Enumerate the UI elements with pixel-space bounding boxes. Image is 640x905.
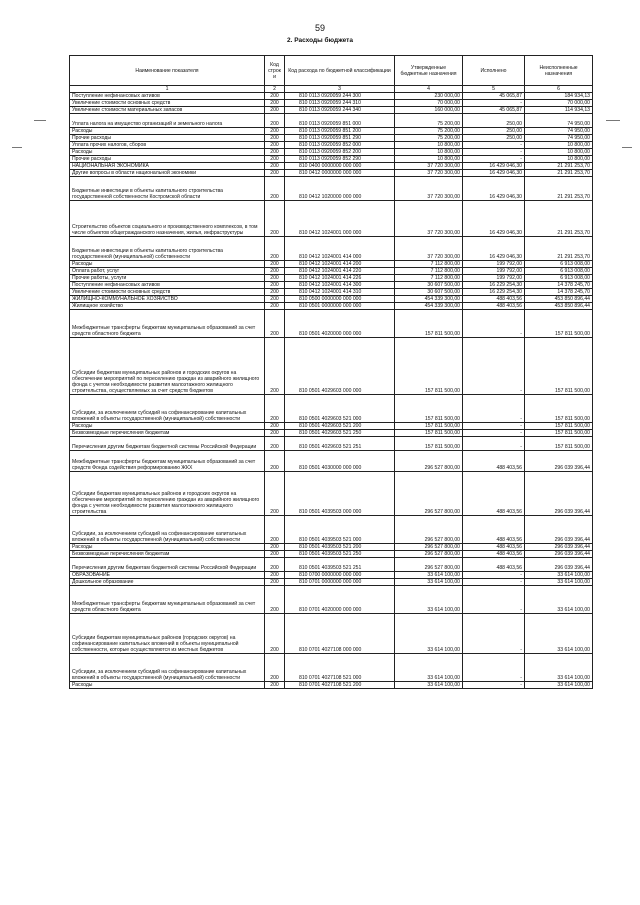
row-name: Субсидии бюджетам муниципальных районов и городских округов на обеспечение мероприятий по переселению граждан из аварийного жилищного фонда с учетом необходимости развития малоэтажного жилищного строительства, осуществляемых за счет средств бюджетов — [70, 338, 265, 395]
table-row — [70, 107, 593, 114]
table-row — [70, 654, 593, 682]
row-line: 200 — [265, 142, 285, 149]
column-number: 3 — [285, 86, 395, 93]
row-approved: 10 800,00 — [395, 149, 463, 156]
row-approved: 37 720 300,00 — [395, 177, 463, 201]
expenses-table — [69, 55, 593, 689]
row-line: 200 — [265, 201, 285, 237]
row-line: 200 — [265, 572, 285, 579]
row-approved: 157 811 500,00 — [395, 395, 463, 423]
row-line: 200 — [265, 268, 285, 275]
row-approved: 37 720 300,00 — [395, 201, 463, 237]
margin-mark — [606, 120, 620, 121]
row-name: Строительство объектов социального и производственного комплексов, в том числе объектов общегражданского назначения, жилья, инфраструктуры — [70, 201, 265, 237]
row-name: Перечисления другим бюджетам бюджетной системы Российской Федерации — [70, 437, 265, 451]
row-name: Увеличение стоимости основных средств — [70, 289, 265, 296]
row-name: Уплата прочих налогов, сборов — [70, 142, 265, 149]
row-approved: 30 607 500,00 — [395, 282, 463, 289]
section-title: 2. Расходы бюджета — [287, 37, 353, 44]
table-row — [70, 100, 593, 107]
row-code: 810 0412 1024001 414 300 — [285, 282, 395, 289]
row-name: Расходы — [70, 423, 265, 430]
row-executed: - — [463, 142, 525, 149]
row-executed: 199 792,00 — [463, 268, 525, 275]
row-line: 200 — [265, 135, 285, 142]
table-row — [70, 149, 593, 156]
row-name: Поступление нефинансовых активов — [70, 93, 265, 100]
margin-mark — [622, 147, 632, 148]
row-name: Перечисления другим бюджетам бюджетной системы Российской Федерации — [70, 558, 265, 572]
row-line: 200 — [265, 338, 285, 395]
row-line: 200 — [265, 310, 285, 338]
row-executed: 199 792,00 — [463, 261, 525, 268]
table-row — [70, 261, 593, 268]
row-unexecuted: 184 934,13 — [525, 93, 593, 100]
row-line: 200 — [265, 163, 285, 170]
row-executed: 16 229 254,30 — [463, 282, 525, 289]
row-name: Межбюджетные трансферты бюджетам муниципальных образований за счет средств областного бюджета — [70, 310, 265, 338]
row-unexecuted: 296 039 396,44 — [525, 551, 593, 558]
row-unexecuted: 157 811 500,00 — [525, 430, 593, 437]
row-line: 200 — [265, 430, 285, 437]
table-row — [70, 472, 593, 516]
row-line: 200 — [265, 654, 285, 682]
header-executed: Исполнено — [463, 56, 525, 86]
table-row — [70, 114, 593, 128]
table-row — [70, 163, 593, 170]
row-approved: 75 200,00 — [395, 114, 463, 128]
row-approved: 7 112 800,00 — [395, 261, 463, 268]
row-approved: 33 614 100,00 — [395, 572, 463, 579]
row-approved: 296 527 800,00 — [395, 472, 463, 516]
row-approved: 75 200,00 — [395, 128, 463, 135]
row-approved: 157 811 500,00 — [395, 423, 463, 430]
row-executed: - — [463, 437, 525, 451]
row-executed: - — [463, 682, 525, 689]
row-code: 810 0501 4029603 521 251 — [285, 437, 395, 451]
margin-mark — [12, 147, 22, 148]
row-executed: 16 429 046,30 — [463, 163, 525, 170]
row-code: 810 0113 0920059 852 000 — [285, 142, 395, 149]
row-line: 200 — [265, 472, 285, 516]
row-unexecuted: 296 039 396,44 — [525, 558, 593, 572]
row-unexecuted: 33 614 100,00 — [525, 614, 593, 654]
table-row — [70, 268, 593, 275]
table-row — [70, 275, 593, 282]
table-row — [70, 614, 593, 654]
row-unexecuted: 157 811 500,00 — [525, 310, 593, 338]
row-line: 200 — [265, 128, 285, 135]
column-number: 1 — [70, 86, 265, 93]
row-code: 810 0501 4029603 521 250 — [285, 430, 395, 437]
row-name: Бюджетные инвестиции в объекты капитального строительства государственной собственности Костромской области — [70, 177, 265, 201]
table-row — [70, 423, 593, 430]
row-name: Прочие работы, услуги — [70, 275, 265, 282]
table-row — [70, 296, 593, 303]
table-row — [70, 395, 593, 423]
row-line: 200 — [265, 586, 285, 614]
table-row — [70, 135, 593, 142]
table-row — [70, 201, 593, 237]
row-executed: 45 065,87 — [463, 93, 525, 100]
row-name: Дошкольное образование — [70, 579, 265, 586]
row-code: 810 0501 0000000 000 000 — [285, 303, 395, 310]
row-code: 810 0412 1024001 414 226 — [285, 275, 395, 282]
row-approved: 296 527 800,00 — [395, 544, 463, 551]
table-row — [70, 572, 593, 579]
row-approved: 454 339 300,00 — [395, 303, 463, 310]
row-approved: 157 811 500,00 — [395, 430, 463, 437]
row-line: 200 — [265, 303, 285, 310]
page-number: 59 — [314, 23, 325, 33]
row-approved: 296 527 800,00 — [395, 558, 463, 572]
table-row — [70, 516, 593, 544]
row-unexecuted: 21 291 253,70 — [525, 237, 593, 261]
row-unexecuted: 114 934,13 — [525, 107, 593, 114]
row-name: Субсидии, за исключением субсидий на софинансирование капитальных вложений в объекты государственной (муниципальной) собственности — [70, 395, 265, 423]
row-line: 200 — [265, 100, 285, 107]
row-code: 810 0701 0000000 000 000 — [285, 579, 395, 586]
row-line: 200 — [265, 395, 285, 423]
row-name: Субсидии, за исключением субсидий на софинансирование капитальных вложений в объекты государственной (муниципальной) собственности — [70, 516, 265, 544]
row-executed: - — [463, 156, 525, 163]
row-unexecuted: 296 039 396,44 — [525, 516, 593, 544]
row-code: 810 0501 4039503 521 251 — [285, 558, 395, 572]
row-name: НАЦИОНАЛЬНАЯ ЭКОНОМИКА — [70, 163, 265, 170]
row-line: 200 — [265, 451, 285, 472]
row-unexecuted: 74 950,00 — [525, 114, 593, 128]
row-approved: 37 720 300,00 — [395, 170, 463, 177]
row-name: ЖИЛИЩНО-КОММУНАЛЬНОЕ ХОЗЯЙСТВО — [70, 296, 265, 303]
row-code: 810 0701 4027108 521 000 — [285, 654, 395, 682]
row-line: 200 — [265, 237, 285, 261]
row-approved: 157 811 500,00 — [395, 338, 463, 395]
row-unexecuted: 21 291 253,70 — [525, 170, 593, 177]
row-executed: - — [463, 395, 525, 423]
row-line: 200 — [265, 93, 285, 100]
table-row — [70, 170, 593, 177]
row-line: 200 — [265, 682, 285, 689]
table-row — [70, 451, 593, 472]
row-line: 200 — [265, 544, 285, 551]
row-unexecuted: 453 850 896,44 — [525, 303, 593, 310]
row-code: 810 0412 0000000 000 000 — [285, 170, 395, 177]
row-code: 810 0701 4020000 000 000 — [285, 586, 395, 614]
row-unexecuted: 21 291 253,70 — [525, 201, 593, 237]
row-line: 200 — [265, 437, 285, 451]
table-row — [70, 128, 593, 135]
header-code: Код расхода по бюджетной классификации — [285, 56, 395, 86]
row-approved: 160 000,00 — [395, 107, 463, 114]
row-code: 810 0701 4027108 521 200 — [285, 682, 395, 689]
table-row — [70, 586, 593, 614]
row-approved: 296 527 800,00 — [395, 551, 463, 558]
row-line: 200 — [265, 107, 285, 114]
row-line: 200 — [265, 423, 285, 430]
row-approved: 33 614 100,00 — [395, 586, 463, 614]
row-line: 200 — [265, 170, 285, 177]
row-line: 200 — [265, 558, 285, 572]
row-code: 810 0412 1020000 000 000 — [285, 177, 395, 201]
table-row — [70, 177, 593, 201]
row-approved: 157 811 500,00 — [395, 437, 463, 451]
row-code: 810 0501 4029603 000 000 — [285, 338, 395, 395]
row-unexecuted: 33 614 100,00 — [525, 654, 593, 682]
row-approved: 296 527 800,00 — [395, 451, 463, 472]
row-executed: 488 403,56 — [463, 558, 525, 572]
row-executed: 199 792,00 — [463, 275, 525, 282]
row-unexecuted: 33 614 100,00 — [525, 586, 593, 614]
row-line: 200 — [265, 579, 285, 586]
row-name: Поступление нефинансовых активов — [70, 282, 265, 289]
row-line: 200 — [265, 516, 285, 544]
row-line: 200 — [265, 261, 285, 268]
table-row — [70, 310, 593, 338]
row-unexecuted: 6 913 008,00 — [525, 275, 593, 282]
row-approved: 33 614 100,00 — [395, 682, 463, 689]
header-approved: Утвержденные бюджетные назначения — [395, 56, 463, 86]
row-name: Расходы — [70, 544, 265, 551]
column-number: 4 — [395, 86, 463, 93]
table-row — [70, 282, 593, 289]
row-unexecuted: 296 039 396,44 — [525, 544, 593, 551]
row-executed: 488 403,56 — [463, 551, 525, 558]
row-approved: 37 720 300,00 — [395, 163, 463, 170]
row-executed: - — [463, 338, 525, 395]
row-name: Субсидии бюджетам муниципальных районов (городских округов) на софинансирование капитальных вложений в объекты муниципальной собственности, которые осуществляются из местных бюджетов — [70, 614, 265, 654]
row-executed: 488 403,56 — [463, 516, 525, 544]
table-row — [70, 237, 593, 261]
row-executed: - — [463, 310, 525, 338]
row-executed: 488 403,56 — [463, 303, 525, 310]
row-name: Безвозмездные перечисления бюджетам — [70, 430, 265, 437]
row-line: 200 — [265, 177, 285, 201]
row-unexecuted: 21 291 253,70 — [525, 177, 593, 201]
row-code: 810 0500 0000000 000 000 — [285, 296, 395, 303]
row-line: 200 — [265, 614, 285, 654]
table-row — [70, 93, 593, 100]
row-executed: 16 229 254,30 — [463, 289, 525, 296]
header-unexecuted: Неисполненные назначения — [525, 56, 593, 86]
row-code: 810 0113 0920059 851 200 — [285, 128, 395, 135]
row-unexecuted: 74 950,00 — [525, 135, 593, 142]
row-approved: 157 811 500,00 — [395, 310, 463, 338]
row-executed: 250,00 — [463, 135, 525, 142]
row-approved: 7 112 800,00 — [395, 275, 463, 282]
row-code: 810 0501 4029603 521 000 — [285, 395, 395, 423]
row-executed: 250,00 — [463, 114, 525, 128]
row-approved: 30 607 500,00 — [395, 289, 463, 296]
row-name: Прочие расходы — [70, 156, 265, 163]
column-numbers-row — [70, 86, 593, 93]
row-executed: - — [463, 149, 525, 156]
row-unexecuted: 157 811 500,00 — [525, 437, 593, 451]
row-unexecuted: 6 913 008,00 — [525, 261, 593, 268]
column-number: 5 — [463, 86, 525, 93]
row-unexecuted: 157 811 500,00 — [525, 423, 593, 430]
table-row — [70, 338, 593, 395]
table-row — [70, 430, 593, 437]
row-approved: 296 527 800,00 — [395, 516, 463, 544]
row-unexecuted: 296 039 396,44 — [525, 472, 593, 516]
table-row — [70, 303, 593, 310]
row-approved: 70 000,00 — [395, 100, 463, 107]
row-executed: 16 429 046,30 — [463, 170, 525, 177]
row-executed: - — [463, 586, 525, 614]
row-code: 810 0501 4039503 521 200 — [285, 544, 395, 551]
row-approved: 37 720 300,00 — [395, 237, 463, 261]
row-code: 810 0501 4039503 521 000 — [285, 516, 395, 544]
row-executed: - — [463, 654, 525, 682]
row-unexecuted: 70 000,00 — [525, 100, 593, 107]
row-approved: 230 000,00 — [395, 93, 463, 100]
row-code: 810 0113 0920059 852 290 — [285, 156, 395, 163]
row-executed: 488 403,56 — [463, 544, 525, 551]
row-line: 200 — [265, 114, 285, 128]
row-unexecuted: 157 811 500,00 — [525, 395, 593, 423]
header-line: Код строк и — [265, 56, 285, 86]
table-row — [70, 551, 593, 558]
row-executed: - — [463, 572, 525, 579]
table-row — [70, 289, 593, 296]
row-name: Расходы — [70, 261, 265, 268]
row-unexecuted: 296 039 396,44 — [525, 451, 593, 472]
row-executed: 16 429 046,30 — [463, 177, 525, 201]
row-approved: 454 339 300,00 — [395, 296, 463, 303]
row-approved: 33 614 100,00 — [395, 579, 463, 586]
row-unexecuted: 10 800,00 — [525, 156, 593, 163]
row-name: Оплата работ, услуг — [70, 268, 265, 275]
row-name: Бюджетные инвестиции в объекты капитального строительства государственной (муниципальной) собственности — [70, 237, 265, 261]
row-line: 200 — [265, 282, 285, 289]
row-unexecuted: 10 800,00 — [525, 149, 593, 156]
table-row — [70, 544, 593, 551]
row-line: 200 — [265, 551, 285, 558]
row-unexecuted: 33 614 100,00 — [525, 682, 593, 689]
table-row — [70, 579, 593, 586]
row-line: 200 — [265, 156, 285, 163]
row-executed: 45 065,87 — [463, 107, 525, 114]
row-line: 200 — [265, 296, 285, 303]
row-approved: 10 800,00 — [395, 156, 463, 163]
row-executed: 250,00 — [463, 128, 525, 135]
row-executed: - — [463, 430, 525, 437]
row-executed: 488 403,56 — [463, 451, 525, 472]
row-unexecuted: 453 850 896,44 — [525, 296, 593, 303]
row-executed: 488 403,56 — [463, 296, 525, 303]
row-approved: 7 112 800,00 — [395, 268, 463, 275]
row-name: Другие вопросы в области национальной экономики — [70, 170, 265, 177]
row-code: 810 0412 1024001 414 220 — [285, 268, 395, 275]
row-code: 810 0501 4039503 521 250 — [285, 551, 395, 558]
row-executed: - — [463, 423, 525, 430]
row-name: Безвозмездные перечисления бюджетам — [70, 551, 265, 558]
row-approved: 33 614 100,00 — [395, 654, 463, 682]
margin-mark — [34, 120, 46, 121]
row-code: 810 0412 1024001 000 000 — [285, 201, 395, 237]
row-line: 200 — [265, 149, 285, 156]
row-name: Прочие расходы — [70, 135, 265, 142]
column-number: 6 — [525, 86, 593, 93]
row-code: 810 0113 0920059 851 290 — [285, 135, 395, 142]
row-unexecuted: 14 378 245,70 — [525, 289, 593, 296]
row-name: Расходы — [70, 149, 265, 156]
row-code: 810 0501 4030000 000 000 — [285, 451, 395, 472]
row-code: 810 0412 1024001 414 310 — [285, 289, 395, 296]
row-code: 810 0113 0920059 852 200 — [285, 149, 395, 156]
row-unexecuted: 6 913 008,00 — [525, 268, 593, 275]
row-name: Межбюджетные трансферты бюджетам муниципальных образований за счет средств Фонда содействия реформированию ЖКХ — [70, 451, 265, 472]
row-name: Расходы — [70, 128, 265, 135]
row-executed: 488 403,56 — [463, 472, 525, 516]
row-executed: - — [463, 100, 525, 107]
table-row — [70, 437, 593, 451]
row-executed: - — [463, 614, 525, 654]
row-code: 810 0400 0000000 000 000 — [285, 163, 395, 170]
row-executed: - — [463, 579, 525, 586]
row-unexecuted: 33 614 100,00 — [525, 579, 593, 586]
row-executed: 16 429 046,30 — [463, 201, 525, 237]
row-line: 200 — [265, 275, 285, 282]
row-code: 810 0412 1024001 414 000 — [285, 237, 395, 261]
row-code: 810 0501 4029603 521 200 — [285, 423, 395, 430]
row-code: 810 0113 0920059 244 300 — [285, 93, 395, 100]
column-number: 2 — [265, 86, 285, 93]
table-row — [70, 142, 593, 149]
table-row — [70, 156, 593, 163]
row-code: 810 0501 4020000 000 000 — [285, 310, 395, 338]
header-name: Наименование показателя — [70, 56, 265, 86]
row-name: Увеличение стоимости материальных запасов — [70, 107, 265, 114]
row-name: Увеличение стоимости основных средств — [70, 100, 265, 107]
row-code: 810 0113 0920059 244 310 — [285, 100, 395, 107]
row-name: Субсидии бюджетам муниципальных районов и городских округов на обеспечение мероприятий по переселению граждан из аварийного жилищного фонда с учетом необходимости развития малоэтажного жилищного строительства — [70, 472, 265, 516]
row-executed: 16 429 046,30 — [463, 237, 525, 261]
table-header-row — [70, 56, 593, 86]
row-code: 810 0113 0920059 851 000 — [285, 114, 395, 128]
row-name: ОБРАЗОВАНИЕ — [70, 572, 265, 579]
row-code: 810 0412 1024001 414 200 — [285, 261, 395, 268]
row-name: Межбюджетные трансферты бюджетам муниципальных образований за счет средств областного бюджета — [70, 586, 265, 614]
row-code: 810 0113 0920059 244 340 — [285, 107, 395, 114]
row-name: Субсидии, за исключением субсидий на софинансирование капитальных вложений в объекты государственной (муниципальной) собственности — [70, 654, 265, 682]
row-code: 810 0701 4027108 000 000 — [285, 614, 395, 654]
row-line: 200 — [265, 289, 285, 296]
table-row — [70, 682, 593, 689]
table-row — [70, 558, 593, 572]
row-unexecuted: 33 614 100,00 — [525, 572, 593, 579]
row-unexecuted: 157 811 500,00 — [525, 338, 593, 395]
row-unexecuted: 74 950,00 — [525, 128, 593, 135]
row-code: 810 0700 0000000 000 000 — [285, 572, 395, 579]
row-code: 810 0501 4039503 000 000 — [285, 472, 395, 516]
row-name: Жилищное хозяйство — [70, 303, 265, 310]
row-name: Уплата налога на имущество организаций и земельного налога — [70, 114, 265, 128]
row-approved: 75 200,00 — [395, 135, 463, 142]
row-unexecuted: 14 378 245,70 — [525, 282, 593, 289]
row-unexecuted: 21 291 253,70 — [525, 163, 593, 170]
row-approved: 10 800,00 — [395, 142, 463, 149]
row-name: Расходы — [70, 682, 265, 689]
row-unexecuted: 10 800,00 — [525, 142, 593, 149]
row-approved: 33 614 100,00 — [395, 614, 463, 654]
